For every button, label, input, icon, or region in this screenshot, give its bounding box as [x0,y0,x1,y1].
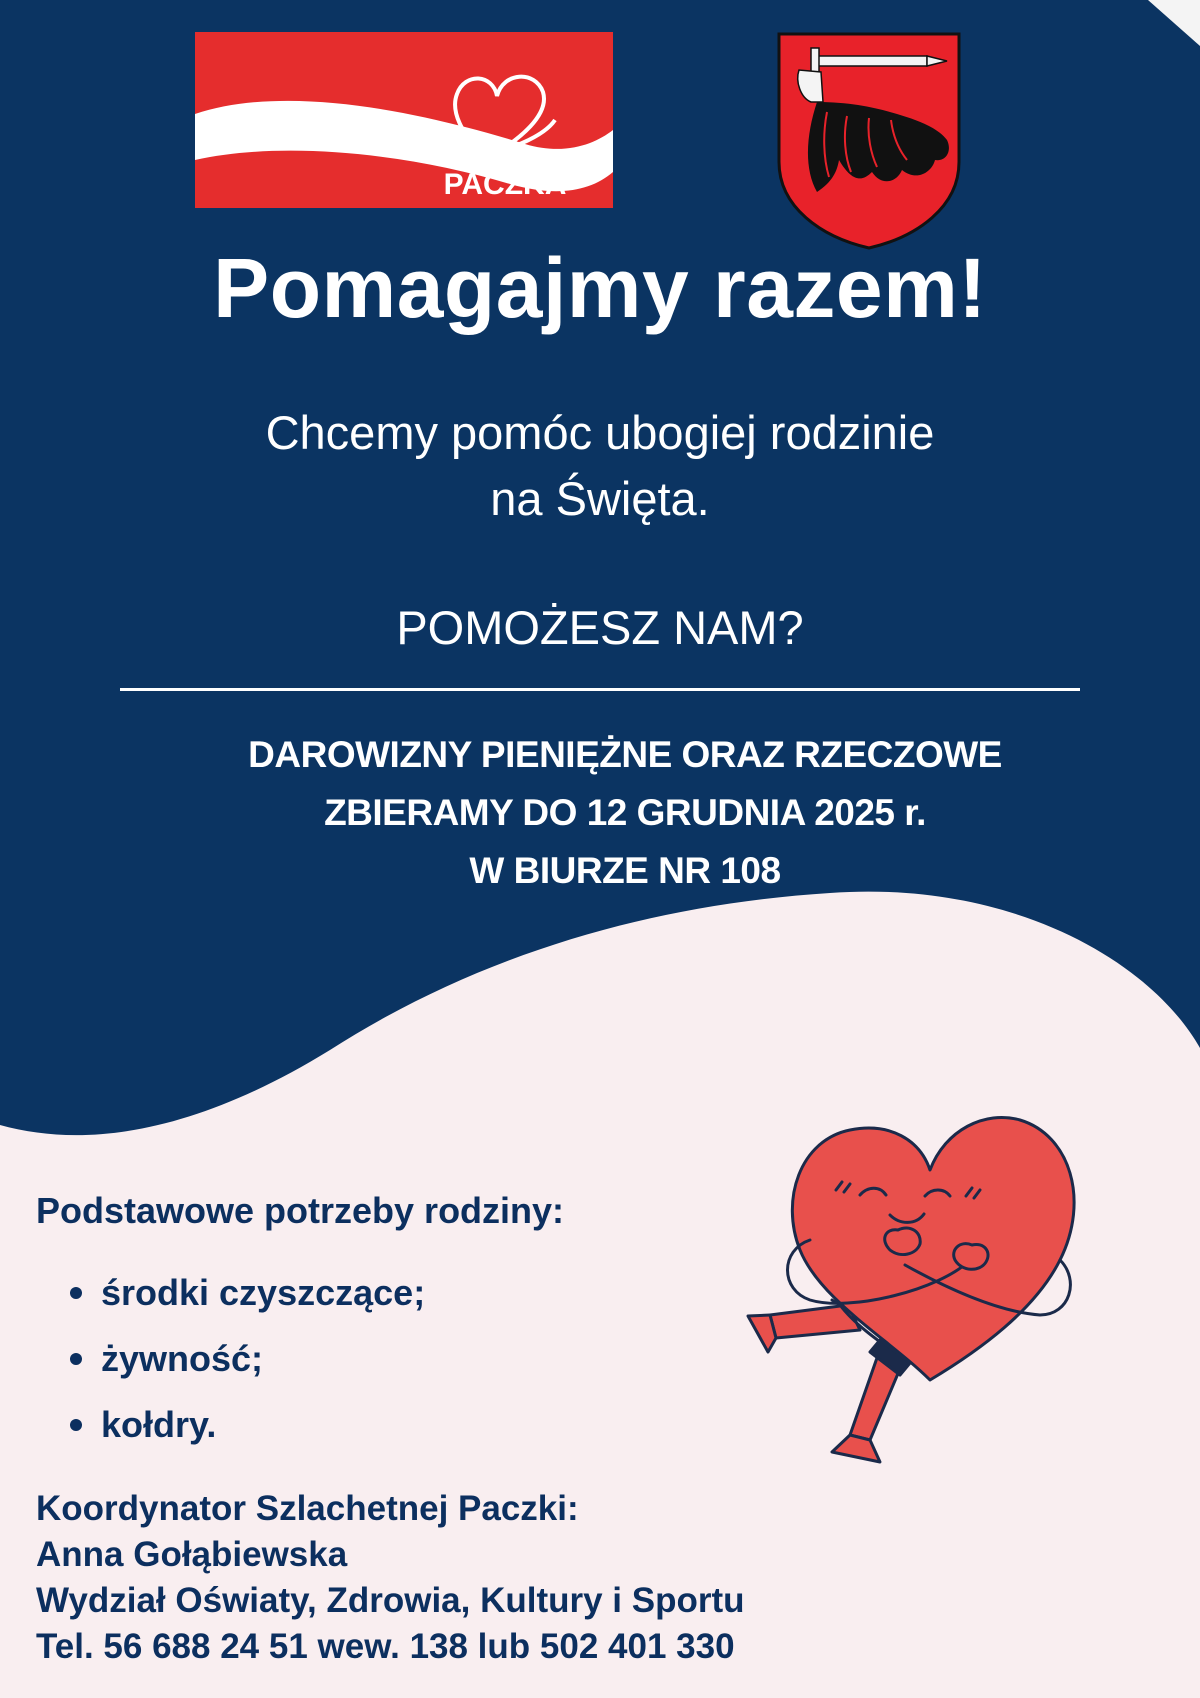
donation-info-line-1: DAROWIZNY PIENIĘŻNE ORAZ RZECZOWE [248,734,1002,775]
subtitle-line-2: na Święta. [490,472,710,525]
logo-text-line1: szlachetna [452,142,558,167]
list-item [36,1326,425,1392]
donation-info-line-2: ZBIERAMY DO 12 GRUDNIA 2025 r. [324,792,926,833]
coordinator-name: Anna Gołąbiewska [36,1535,348,1574]
bullet-icon [70,1419,82,1431]
list-item [36,1392,425,1458]
coordinator-department: Wydział Oświaty, Zdrowia, Kultury i Sportu [36,1581,745,1620]
bullet-icon [70,1353,82,1365]
question-text: POMOŻESZ NAM? [396,601,804,654]
donation-info-line-3: W BIURZE NR 108 [469,850,781,891]
subtitle-line-1: Chcemy pomóc ubogiej rodzinie [265,406,935,459]
smiling-heart-hugging-icon [740,1090,1120,1490]
logo-text-line2: PACZKA [443,168,567,201]
donation-info [150,726,1100,900]
needs-heading: Podstawowe potrzeby rodziny: [36,1190,565,1231]
szlachetna-paczka-logo [195,32,613,208]
coordinator-phone: Tel. 56 688 24 51 wew. 138 lub 502 401 330 [36,1627,735,1666]
coordinator-info [36,1486,745,1670]
list-item-label: środki czyszczące; [101,1272,426,1313]
list-item-label: żywność; [101,1338,264,1379]
needs-list [36,1260,425,1458]
subtitle [150,400,1050,532]
list-item-label: kołdry. [101,1404,217,1445]
divider [120,688,1080,691]
page-title: Pomagajmy razem! [213,241,987,335]
list-item [36,1260,425,1326]
coat-of-arms-sword-wing-icon [777,32,961,250]
coordinator-title: Koordynator Szlachetnej Paczki: [36,1489,579,1528]
bullet-icon [70,1287,82,1299]
